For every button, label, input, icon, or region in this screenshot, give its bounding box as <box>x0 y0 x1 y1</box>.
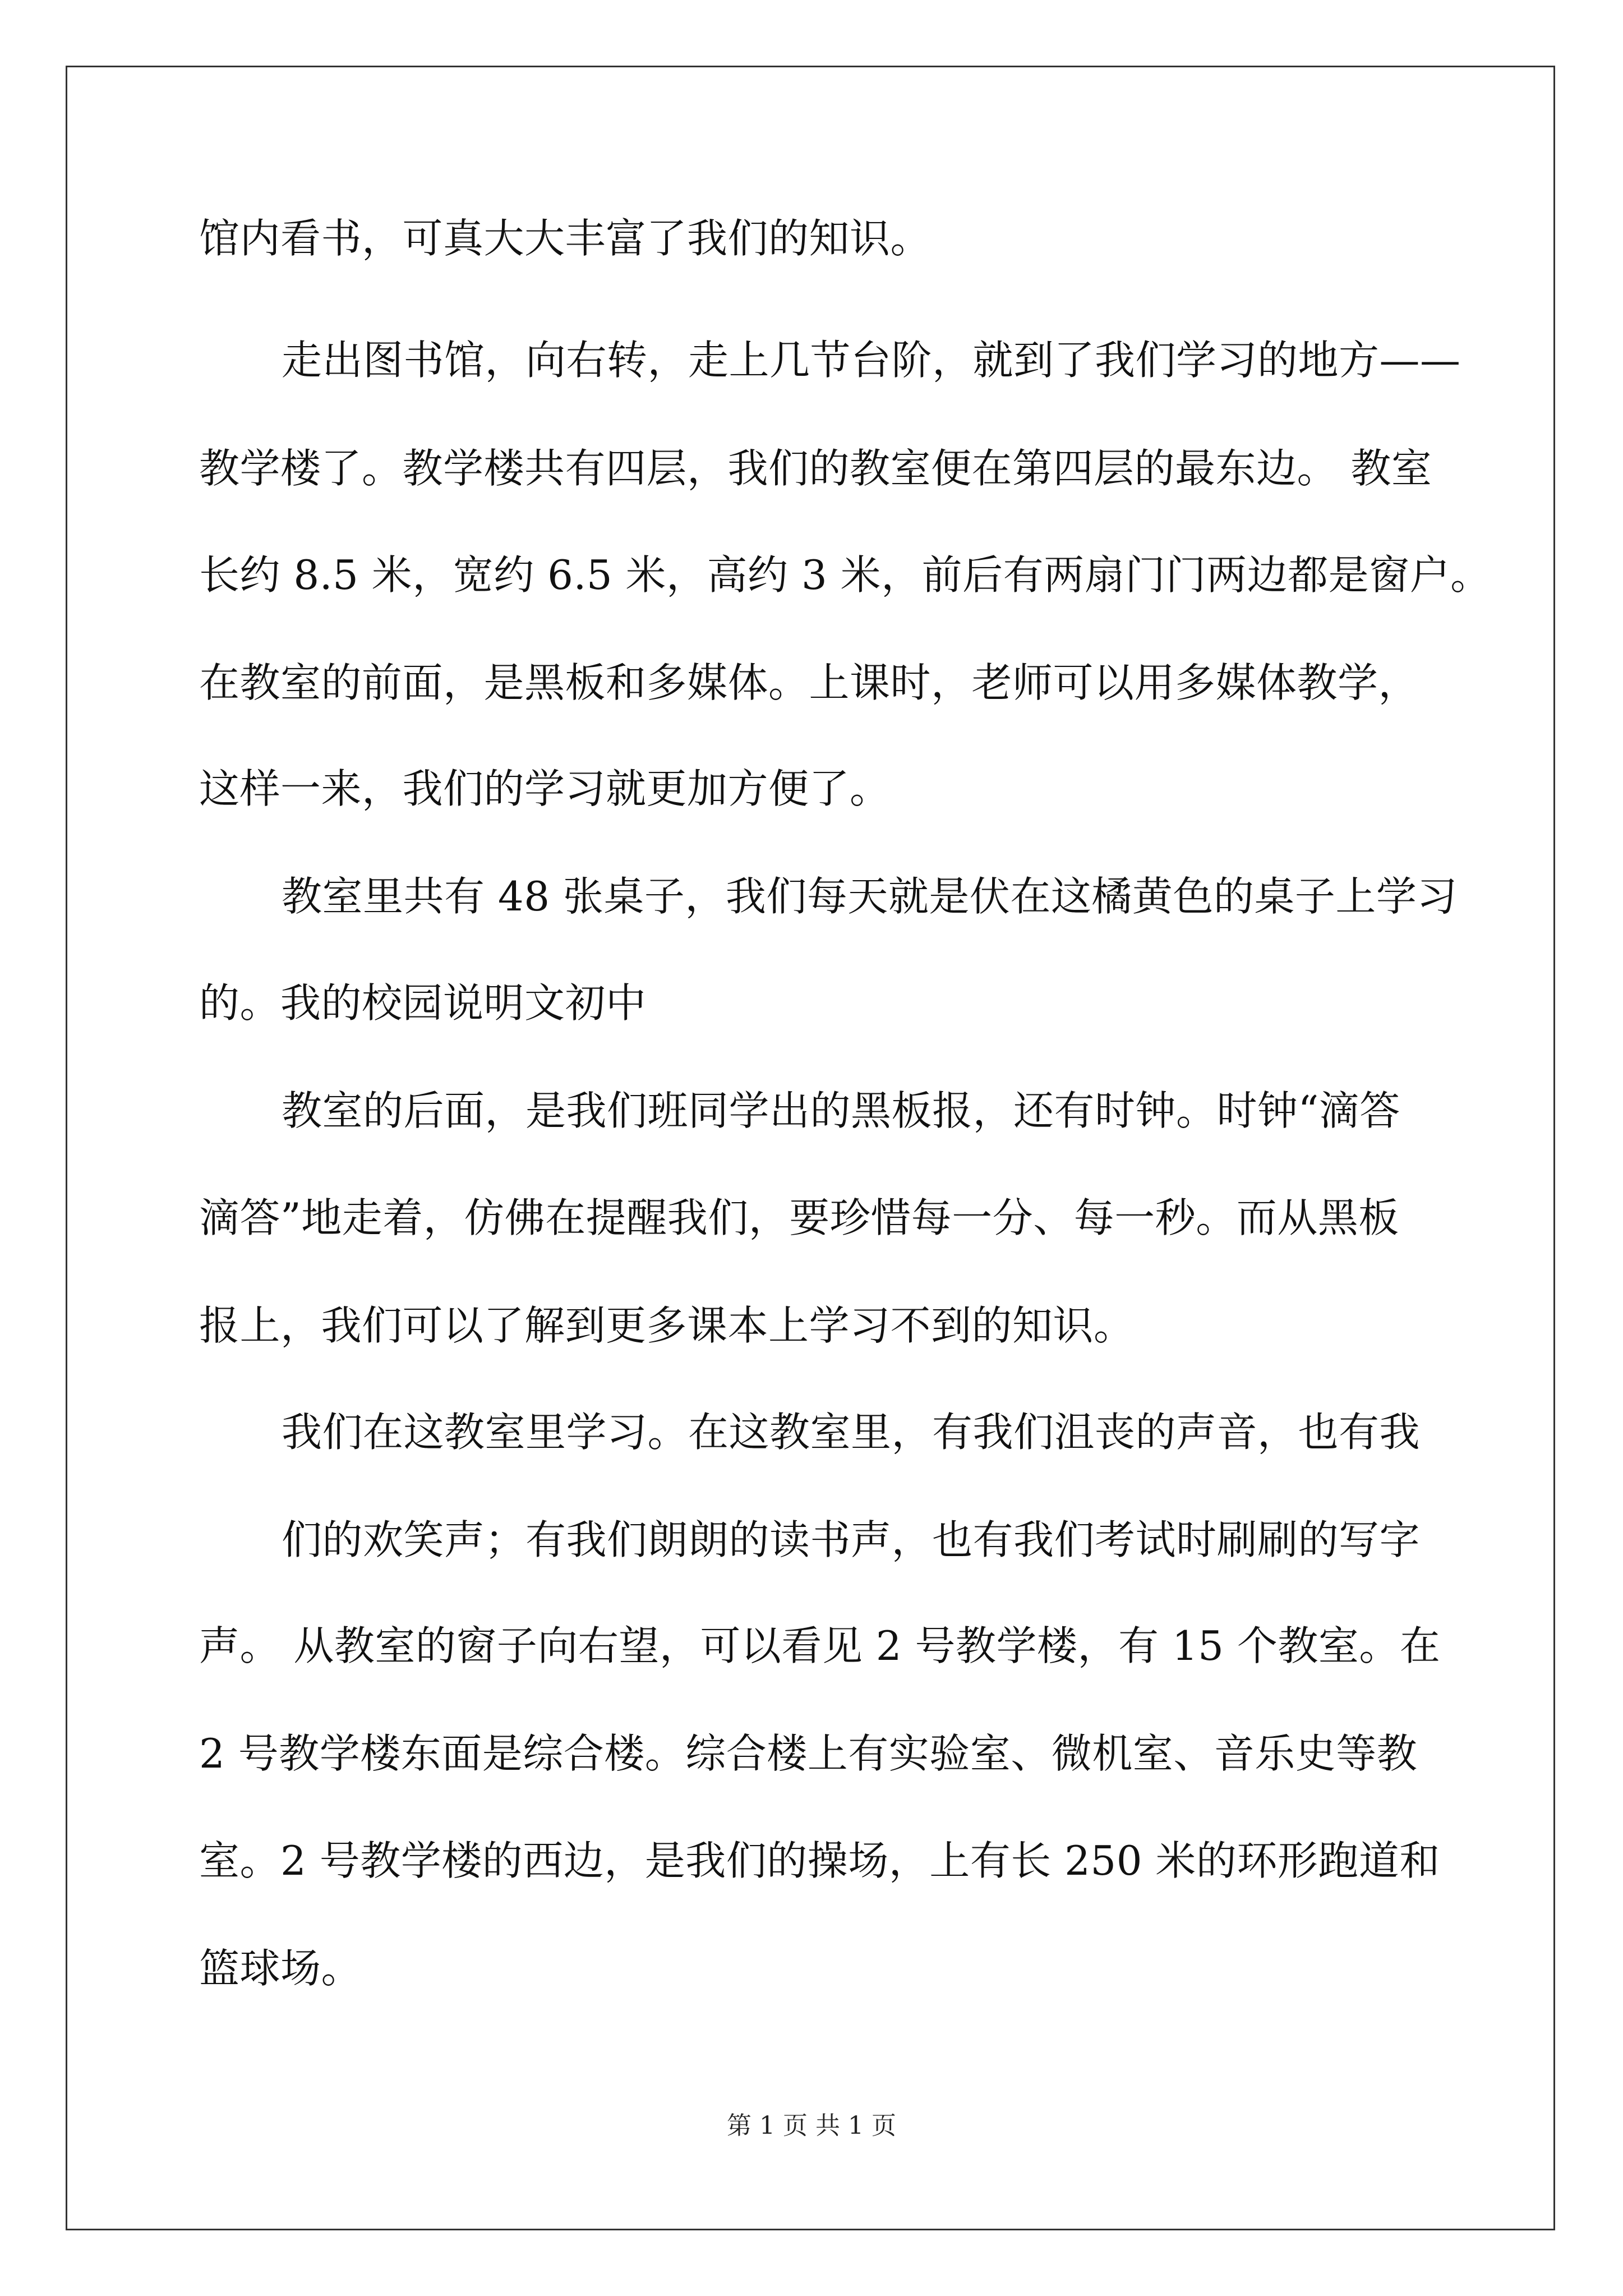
text-line: 2 号教学楼东面是综合楼。综合楼上有实验室、微机室、音乐史等教 <box>199 1730 1418 1777</box>
text-line: 教室里共有 48 张桌子，我们每天就是伏在这橘黄色的桌子上学习 <box>282 873 1458 920</box>
text-line: 滴答”地走着，仿佛在提醒我们，要珍惜每一分、每一秒。而从黑板 <box>199 1194 1399 1241</box>
text-line: 教室的后面，是我们班同学出的黑板报，还有时钟。时钟“滴答 <box>282 1087 1400 1134</box>
text-line: 声。 从教室的窗子向右望，可以看见 2 号教学楼，有 15 个教室。在 <box>199 1622 1441 1669</box>
text-line: 室。2 号教学楼的西边，是我们的操场，上有长 250 米的环形跑道和 <box>199 1837 1440 1884</box>
text-line: 教学楼了。教学楼共有四层，我们的教室便在第四层的最东边。 教室 <box>199 445 1432 492</box>
text-line: 报上，我们可以了解到更多课本上学习不到的知识。 <box>199 1302 1135 1349</box>
text-line: 篮球场。 <box>199 1945 362 1992</box>
text-line: 在教室的前面，是黑板和多媒体。上课时，老师可以用多媒体教学， <box>199 659 1419 706</box>
page-footer: 第 1 页 共 1 页 <box>727 2111 896 2140</box>
text-line: 馆内看书，可真大大丰富了我们的知识。 <box>199 215 932 262</box>
text-line: 我们在这教室里学习。在这教室里，有我们沮丧的声音，也有我 <box>282 1409 1421 1456</box>
text-line: 走出图书馆，向右转，走上几节台阶，就到了我们学习的地方—— <box>282 337 1461 384</box>
text-line: 的。我的校园说明文初中 <box>199 979 647 1027</box>
page-border <box>66 66 1555 2230</box>
text-line: 们的欢笑声；有我们朗朗的读书声，也有我们考试时刷刷的写字 <box>282 1516 1421 1563</box>
text-line: 长约 8.5 米，宽约 6.5 米，高约 3 米，前后有两扇门门两边都是窗户。 <box>199 551 1491 599</box>
text-line: 这样一来，我们的学习就更加方便了。 <box>199 765 891 812</box>
